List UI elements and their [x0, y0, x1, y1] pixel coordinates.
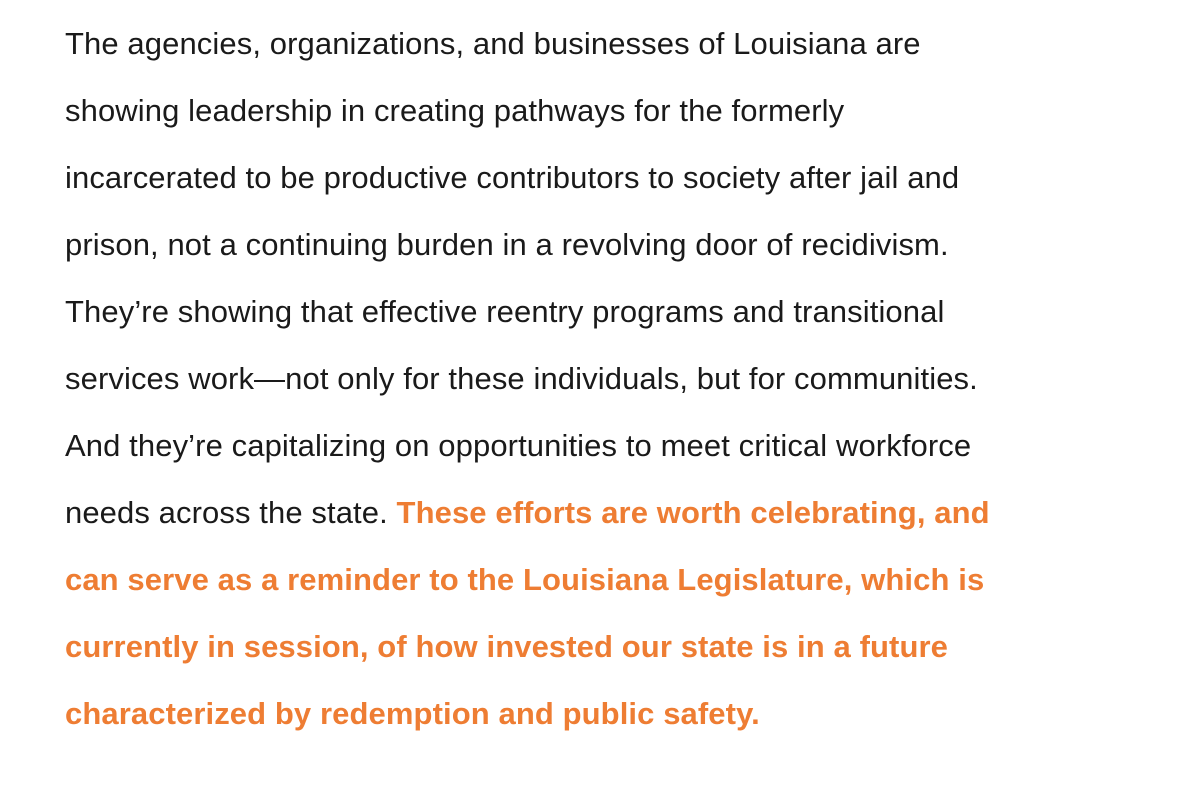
line-text: prison, not a continuing burden in a revolving door of recidivism. [65, 227, 949, 262]
paragraph-line [65, 345, 1185, 412]
paragraph-line [65, 211, 1185, 278]
paragraph-line [65, 479, 1185, 546]
line-text: incarcerated to be productive contributors to society after jail and [65, 160, 960, 195]
line-text: They’re showing that effective reentry programs and transitional [65, 294, 945, 329]
paragraph-line [65, 144, 1185, 211]
line-text: services work—not only for these individuals, but for communities. [65, 361, 978, 396]
line-text: needs across the state. [65, 495, 397, 530]
paragraph-line [65, 10, 1185, 77]
paragraph-line [65, 546, 1185, 613]
line-text: The agencies, organizations, and businesses of Louisiana are [65, 26, 921, 61]
line-text: And they’re capitalizing on opportunities to meet critical workforce [65, 428, 972, 463]
paragraph-line [65, 77, 1185, 144]
paragraph-line [65, 680, 1185, 747]
paragraph-line [65, 613, 1185, 680]
highlighted-text: can serve as a reminder to the Louisiana Legislature, which is [65, 562, 985, 597]
highlighted-text: characterized by redemption and public safety. [65, 696, 760, 731]
highlighted-text: These efforts are worth celebrating, and [396, 495, 990, 530]
article-paragraph [65, 10, 1185, 747]
paragraph-line [65, 412, 1185, 479]
highlighted-text: currently in session, of how invested our state is in a future [65, 629, 948, 664]
line-text: showing leadership in creating pathways for the formerly [65, 93, 845, 128]
paragraph-line [65, 278, 1185, 345]
